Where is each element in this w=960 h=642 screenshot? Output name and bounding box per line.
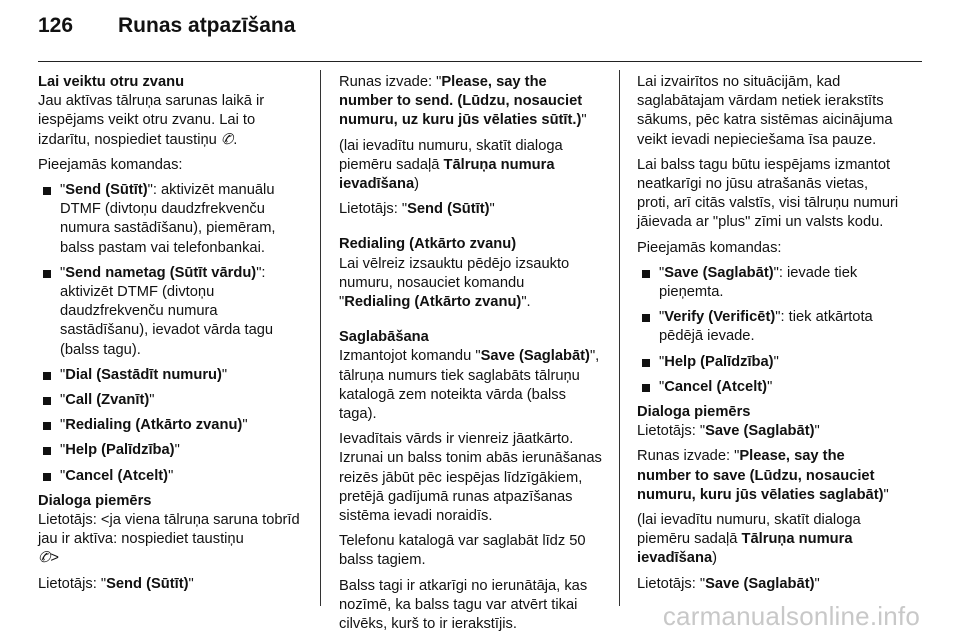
watermark: carmanualsonline.info	[662, 601, 920, 631]
list-item: "Cancel (Atcelt)"	[637, 378, 901, 397]
column-divider-1	[320, 70, 321, 606]
column-divider-2	[619, 70, 620, 606]
list-item: "Send nametag (Sūtīt vārdu)": aktivizēt DTMF (divtoņu daudzfrekvenču numura sastādīšanu), ievadot vārda tagu (balss tagu).	[38, 264, 302, 360]
list-item: "Send (Sūtīt)": aktivizēt manuālu DTMF (divtoņu daudzfrekvenču numura sastādīšanu), piemēram, balss pastam vai telefonbankai.	[38, 181, 302, 258]
phone-icon: ✆	[220, 131, 234, 148]
dialog-voice-output: Runas izvade: "Please, say the number to send. (Lūdzu, nosauciet numuru, uz kuru jūs vēlaties sūtīt.)"	[339, 74, 587, 129]
list-item: "Verify (Verificēt)": tiek atkārtota pēdējā ievade.	[637, 308, 901, 346]
list-item: "Cancel (Atcelt)"	[38, 467, 302, 486]
paragraph-fifty-tags: Telefonu katalogā var saglabāt līdz 50 balss tagiem.	[339, 533, 586, 569]
paragraph-plus: Lai balss tagu būtu iespējams izmantot neatkarīgi no jūsu atrašanās vietas, proti, arī citās valstīs, visi tālruņu numuri jāievada ar "plus" zīmi un valsts kodu.	[637, 156, 899, 231]
paragraph-redialing: Lai vēlreiz izsauktu pēdējo izsaukto numuru, nosauciet komandu "Redialing (Atkārto zvanu)".	[339, 255, 570, 311]
paragraph-repeat: Ievadītais vārds ir vienreiz jāatkārto. Izrunai un balss tonim abās ierunāšanas reizēs jābūt pēc iespējas līdzīgākiem, pretējā gadījumā runas atpazīšanas sistēma ievadi noraidīs.	[339, 431, 602, 525]
heading-redialing: Redialing (Atkārto zvanu)	[339, 236, 517, 253]
paragraph-pause: Lai izvairītos no situācijām, kad saglabātajam vārdam netiek ierakstīts sākums, pēc katra sistēmas aicinājuma veikt ievadi nepieciešama īsa pauze.	[637, 74, 893, 148]
column-3	[637, 73, 901, 600]
dialog-user-2: Lietotājs: "Save (Saglabāt)"	[637, 575, 820, 592]
heading-dialog-example: Dialoga piemērs	[38, 492, 152, 509]
available-commands-label: Pieejamās komandas:	[637, 239, 782, 256]
page-header	[38, 14, 295, 50]
dialog-user-2: Lietotājs: "Send (Sūtīt)"	[38, 575, 194, 592]
paragraph-other-call: Jau aktīvas tālruņa sarunas laikā ir iespējams veikt otru zvanu. Lai to izdarītu, nospiediet taustiņu ✆.	[38, 93, 265, 148]
dialog-user-1: Lietotājs: "Save (Saglabāt)"	[637, 423, 820, 440]
paragraph-saving: Izmantojot komandu "Save (Saglabāt)", tālruņa numurs tiek saglabāts tālruņu katalogā zem noteikta vārda (balss taga).	[339, 348, 600, 423]
list-item: "Help (Palīdzība)"	[38, 441, 302, 460]
heading-other-call: Lai veiktu otru zvanu	[38, 74, 185, 90]
available-commands-label: Pieejamās komandas:	[38, 156, 183, 173]
list-item: "Dial (Sastādīt numuru)"	[38, 366, 302, 385]
column-1	[38, 73, 302, 600]
list-item: "Call (Zvanīt)"	[38, 391, 302, 410]
dialog-voice-output: Runas izvade: "Please, say the number to save (Lūdzu, nosauciet numuru, kuru jūs vēlaties saglabāt)"	[637, 448, 889, 503]
phone-icon: ✆	[38, 550, 51, 567]
header-rule	[38, 61, 922, 62]
command-list	[38, 181, 302, 486]
page-title: Runas atpazīšana	[118, 14, 296, 37]
dialog-user-1: Lietotājs: <ja viena tālruņa saruna tobrīd jau ir aktīva: nospiediet taustiņu ✆>	[38, 512, 300, 567]
paragraph-speaker: Balss tagi ir atkarīgi no ierunātāja, kas nozīmē, ka balss tagu var atvērt tikai cilvēks, kurš to ir ierakstījis.	[339, 577, 588, 633]
heading-saving: Saglabāšana	[339, 329, 429, 346]
page-number: 126	[38, 14, 74, 37]
column-2	[339, 73, 603, 640]
list-item: "Redialing (Atkārto zvanu)"	[38, 416, 302, 435]
dialog-enter-number: (lai ievadītu numuru, skatīt dialoga piemēru sadaļā Tālruņa numura ievadīšana)	[637, 512, 861, 567]
command-list	[637, 264, 901, 397]
dialog-user: Lietotājs: "Send (Sūtīt)"	[339, 201, 495, 218]
heading-dialog-example: Dialoga piemērs	[637, 404, 751, 421]
dialog-enter-number: (lai ievadītu numuru, skatīt dialoga piemēru sadaļā Tālruņa numura ievadīšana)	[339, 137, 563, 193]
list-item: "Help (Palīdzība)"	[637, 353, 901, 372]
list-item: "Save (Saglabāt)": ievade tiek pieņemta.	[637, 264, 901, 302]
